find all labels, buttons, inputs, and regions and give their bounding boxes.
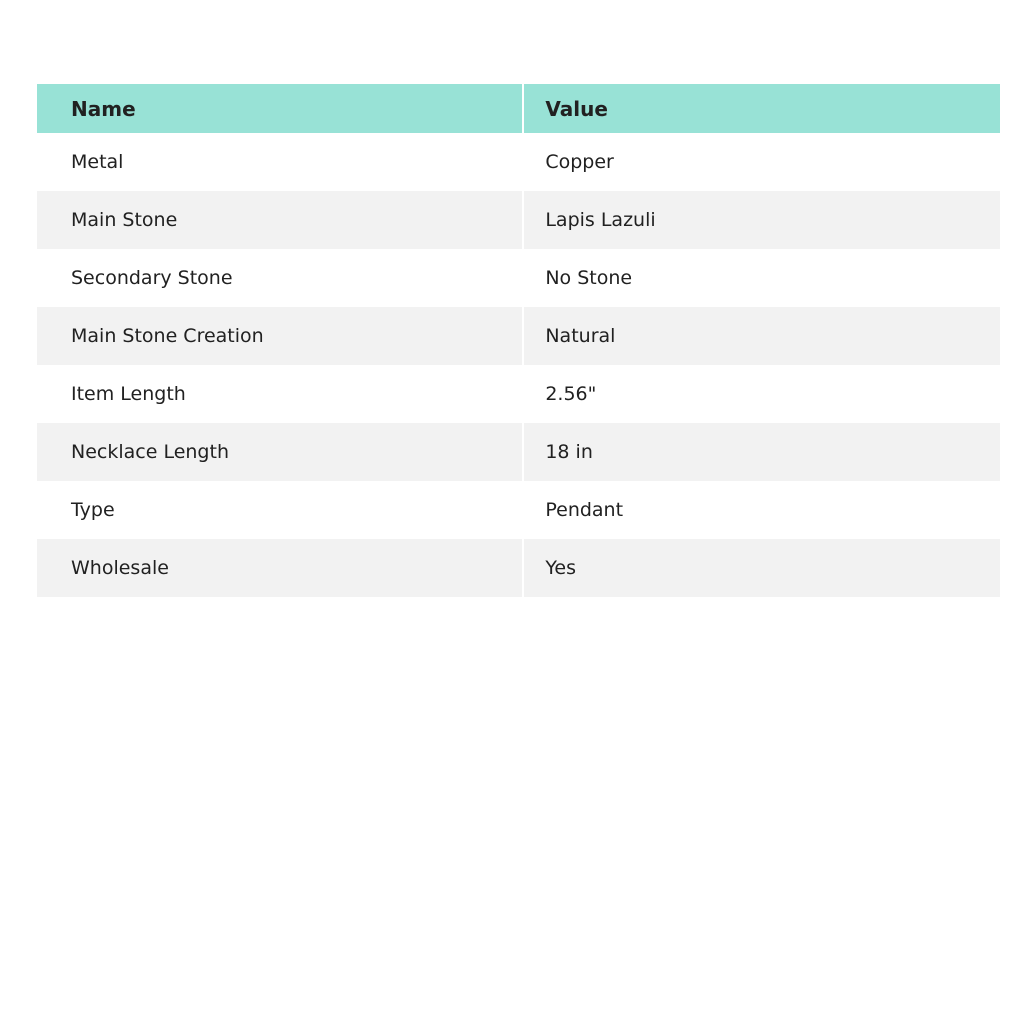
row-value: 18 in bbox=[524, 423, 1000, 481]
table-row bbox=[37, 423, 1000, 481]
header-cell-name: Name bbox=[37, 84, 522, 133]
row-name: Type bbox=[37, 481, 522, 539]
row-value: Copper bbox=[524, 133, 1000, 191]
table-row bbox=[37, 249, 1000, 307]
table-header-row bbox=[37, 84, 1000, 133]
row-name: Necklace Length bbox=[37, 423, 522, 481]
row-value: No Stone bbox=[524, 249, 1000, 307]
row-value: Natural bbox=[524, 307, 1000, 365]
header-cell-value: Value bbox=[524, 84, 1000, 133]
table-row bbox=[37, 191, 1000, 249]
row-name: Main Stone bbox=[37, 191, 522, 249]
row-name: Main Stone Creation bbox=[37, 307, 522, 365]
row-value: Lapis Lazuli bbox=[524, 191, 1000, 249]
product-specs-table bbox=[37, 84, 1000, 597]
table-row bbox=[37, 365, 1000, 423]
table-row bbox=[37, 481, 1000, 539]
table-row bbox=[37, 539, 1000, 597]
row-value: Yes bbox=[524, 539, 1000, 597]
row-name: Item Length bbox=[37, 365, 522, 423]
row-name: Metal bbox=[37, 133, 522, 191]
row-name: Wholesale bbox=[37, 539, 522, 597]
table-row bbox=[37, 307, 1000, 365]
table-row bbox=[37, 133, 1000, 191]
row-value: Pendant bbox=[524, 481, 1000, 539]
row-value: 2.56" bbox=[524, 365, 1000, 423]
row-name: Secondary Stone bbox=[37, 249, 522, 307]
